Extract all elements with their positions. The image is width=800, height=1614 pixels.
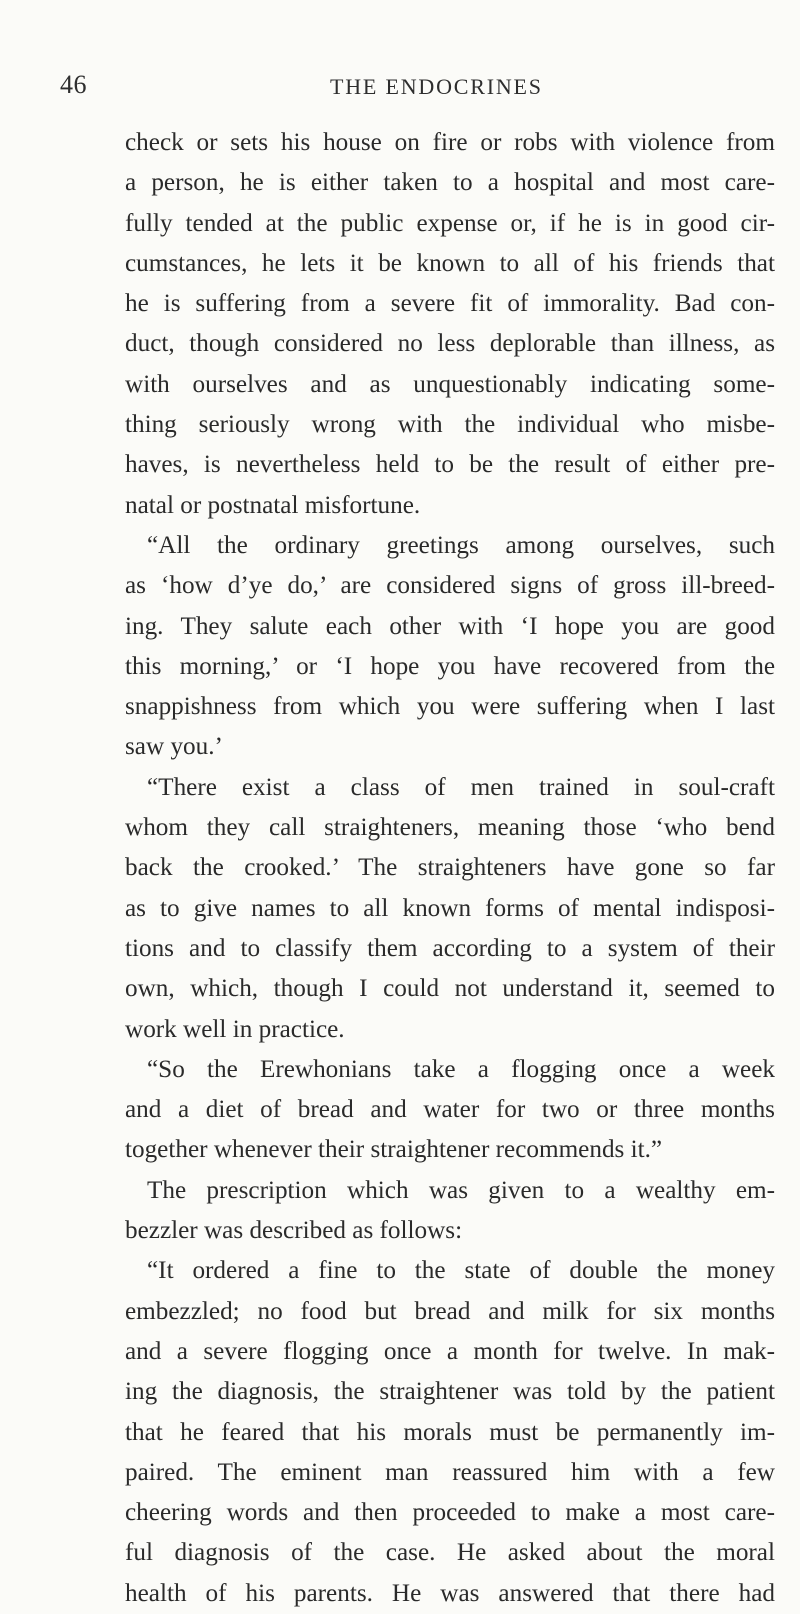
text-line: and a severe flogging once a month for twelve. In mak- [125, 1337, 775, 1365]
text-line: tions and to classify them according to a system of their [125, 934, 775, 962]
page-number: 46 [60, 70, 87, 99]
text-line: “All the ordinary greetings among ourselves, such [147, 531, 775, 559]
text-line: as to give names to all known forms of mental indisposi- [125, 894, 775, 922]
text-line: and a diet of bread and water for two or three months [125, 1096, 775, 1124]
text-line: “It ordered a fine to the state of double the money [147, 1257, 775, 1285]
text-line: ing. They salute each other with ‘I hope you are good [125, 612, 775, 640]
text-line: this morning,’ or ‘I hope you have recovered from the [125, 652, 775, 680]
text-line: saw you.’ [125, 733, 223, 761]
text-line: back the crooked.’ The straighteners have gone so far [125, 854, 775, 882]
text-line: with ourselves and as unquestionably indicating some- [125, 370, 775, 398]
text-line: snappishness from which you were suffering when I last [125, 693, 775, 721]
text-line: “There exist a class of men trained in soul-craft [147, 773, 775, 801]
text-line: health of his parents. He was answered that there had [125, 1579, 775, 1607]
text-line: “So the Erewhonians take a flogging once a week [147, 1055, 775, 1083]
text-line: that he feared that his morals must be permanently im- [125, 1418, 775, 1446]
text-line: bezzler was described as follows: [125, 1217, 463, 1245]
text-line: check or sets his house on fire or robs with violence from [125, 129, 775, 156]
text-line: fully tended at the public expense or, if he is in good cir- [125, 209, 775, 237]
running-title: THE ENDOCRINES [330, 74, 543, 99]
text-line: duct, though considered no less deplorable than illness, as [125, 330, 775, 358]
text-line: paired. The eminent man reassured him with a few [125, 1458, 775, 1486]
text-line: natal or postnatal misfortune. [125, 491, 421, 519]
text-line: as ‘how d’ye do,’ are considered signs of gross ill-breed- [125, 572, 775, 600]
text-line: embezzled; no food but bread and milk for six months [125, 1297, 775, 1325]
text-line: cheering words and then proceeded to make a most care- [125, 1499, 775, 1527]
text-line: haves, is nevertheless held to be the result of either pre- [125, 451, 775, 479]
text-line: work well in practice. [125, 1015, 345, 1043]
running-head [0, 70, 800, 110]
text-line: ful diagnosis of the case. He asked about the moral [125, 1539, 775, 1567]
text-line: own, which, though I could not understand it, seemed to [125, 975, 775, 1003]
text-line: a person, he is either taken to a hospital and most care- [125, 169, 775, 197]
text-line: ing the diagnosis, the straightener was told by the patient [125, 1378, 775, 1406]
text-line: cumstances, he lets it be known to all of his friends that [125, 249, 775, 277]
text-line: thing seriously wrong with the individual who misbe- [125, 411, 775, 439]
text-line: he is suffering from a severe fit of immorality. Bad con- [125, 290, 775, 318]
text-line: whom they call straighteners, meaning those ‘who bend [125, 814, 775, 842]
text-line: The prescription which was given to a wealthy em- [147, 1176, 775, 1204]
text-line: together whenever their straightener recommends it.” [125, 1136, 663, 1164]
body-text [125, 123, 775, 1614]
